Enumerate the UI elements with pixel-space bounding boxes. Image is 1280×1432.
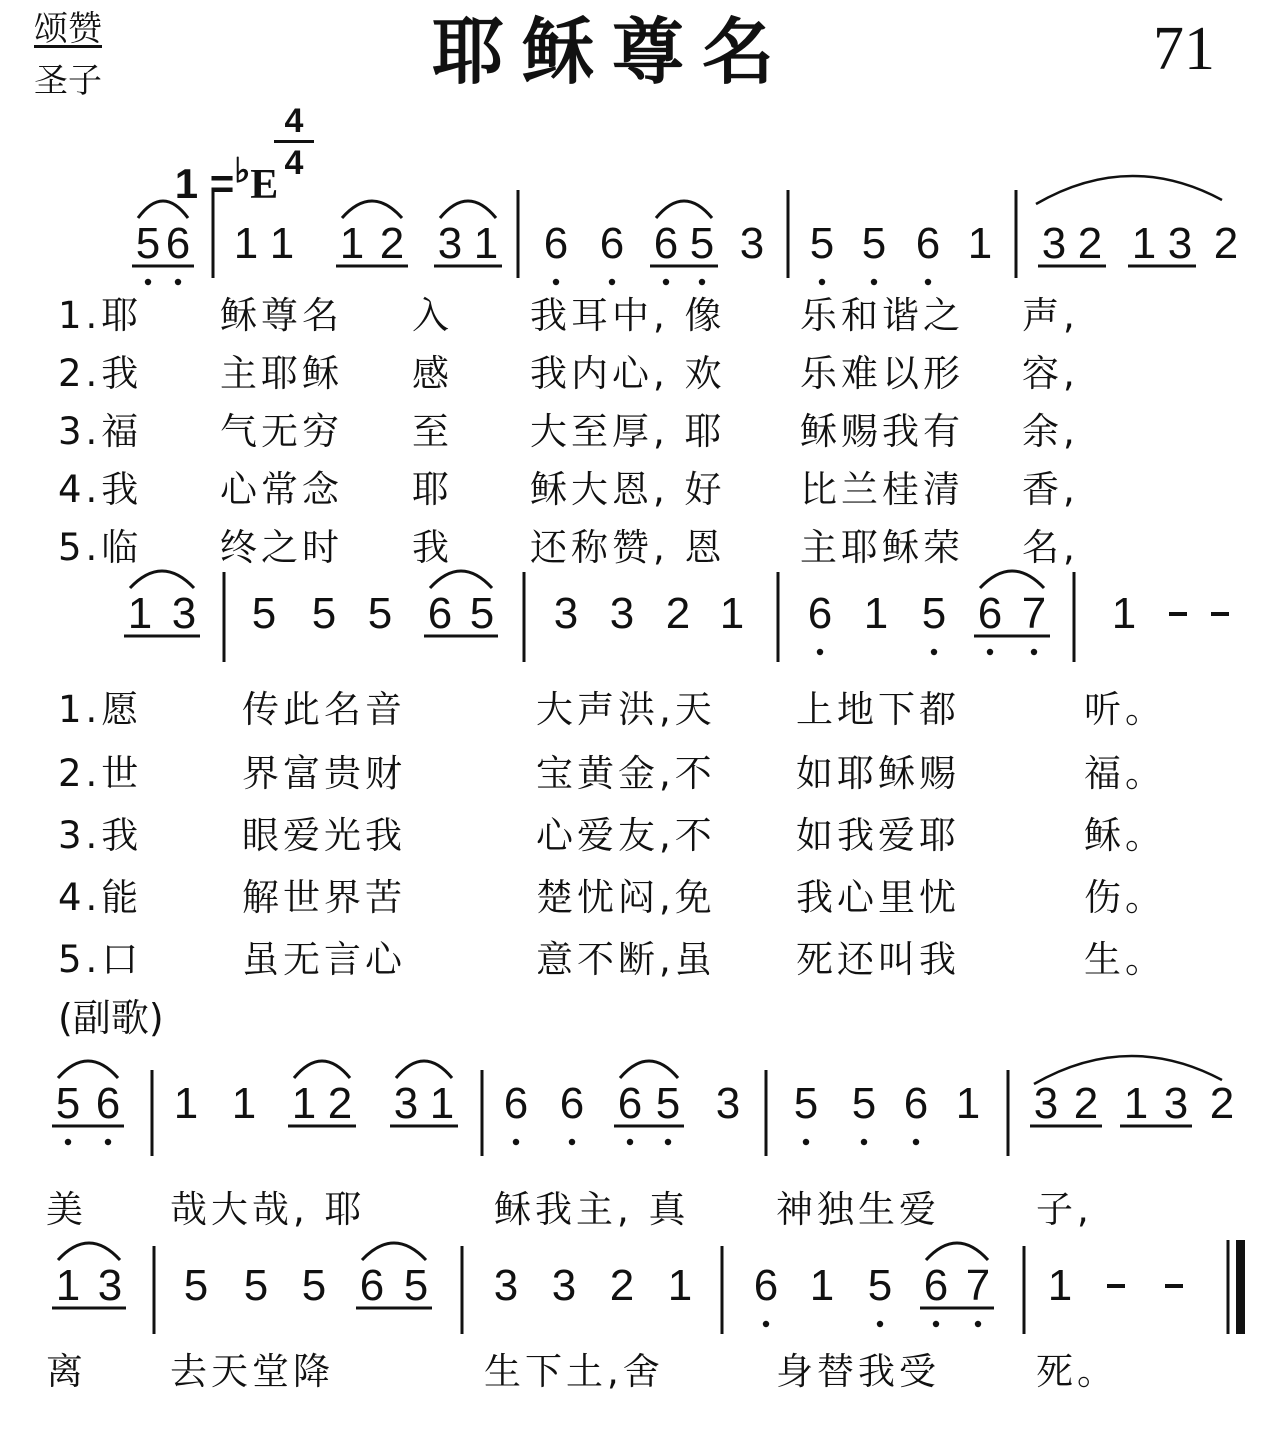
verse-a-line-segment: 终之时 (220, 526, 343, 569)
note-5: 5 (135, 219, 161, 268)
note-5: 5 (809, 219, 835, 268)
verse-a-line-segment: 乐和谐之 (800, 294, 964, 337)
verse-a-line-segment: 3.福 (58, 410, 143, 453)
note-3: 3 (715, 1079, 741, 1128)
slur (656, 201, 712, 218)
slur (440, 201, 496, 218)
slur (362, 1243, 426, 1260)
note-6: 6 (599, 219, 625, 268)
verse-b-line-segment: 4.能 (58, 876, 143, 919)
note-5: 5 (367, 589, 393, 638)
low-octave-dot (175, 279, 181, 285)
note-5: 5 (55, 1079, 81, 1128)
low-octave-dot (803, 1139, 809, 1145)
note-6: 6 (807, 589, 833, 638)
note-1: 1 (967, 219, 993, 268)
note-2: 2 (379, 219, 405, 268)
note-3: 3 (437, 219, 463, 268)
low-octave-dot (877, 1321, 883, 1327)
refrain-b-line-segment: 离 (46, 1350, 87, 1393)
low-octave-dot (975, 1321, 981, 1327)
note-6: 6 (559, 1079, 585, 1128)
slur (138, 201, 188, 218)
note-3: 3 (97, 1261, 123, 1310)
note-7: 7 (965, 1261, 991, 1310)
verse-a-line-segment: 容, (1022, 352, 1079, 395)
flat-sign-icon: ♭ (234, 153, 251, 190)
verse-b-line-segment: 生。 (1084, 938, 1166, 981)
low-octave-dot (861, 1139, 867, 1145)
verse-b-line-segment: 我心里忧 (796, 876, 960, 919)
verse-b-line-segment: 福。 (1084, 752, 1166, 795)
verse-a-line-segment: 至 (412, 410, 453, 453)
verse-b-line-segment: 2.世 (58, 752, 143, 795)
verse-b-line-segment: 稣。 (1084, 814, 1166, 857)
note-1: 1 (173, 1079, 199, 1128)
low-octave-dot (871, 279, 877, 285)
verse-a-line-segment: 感 (412, 352, 453, 395)
note-5: 5 (867, 1261, 893, 1310)
low-octave-dot (553, 279, 559, 285)
verse-a-line-segment: 我耳中, 像 (530, 294, 726, 337)
dash-note (1107, 1284, 1125, 1288)
verse-b-line-segment: 如我爱耶 (796, 814, 960, 857)
slur (130, 571, 194, 588)
low-octave-dot (665, 1139, 671, 1145)
slur (294, 1061, 350, 1078)
note-6: 6 (653, 219, 679, 268)
note-3: 3 (551, 1261, 577, 1310)
verse-b-line-segment: 宝黄金,不 (536, 752, 716, 795)
dash-note (1165, 1284, 1183, 1288)
note-5: 5 (861, 219, 887, 268)
key-letter: E (250, 162, 279, 208)
hymn-title: 耶稣尊名 (432, 10, 793, 94)
verse-a-line-segment: 2.我 (58, 352, 143, 395)
note-5: 5 (311, 589, 337, 638)
verse-a-line-segment: 余, (1022, 410, 1079, 453)
note-5: 5 (851, 1079, 877, 1128)
note-6: 6 (753, 1261, 779, 1310)
note-6: 6 (165, 219, 191, 268)
note-6: 6 (427, 589, 453, 638)
low-octave-dot (569, 1139, 575, 1145)
low-octave-dot (925, 279, 931, 285)
low-octave-dot (65, 1139, 71, 1145)
low-octave-dot (913, 1139, 919, 1145)
note-6: 6 (903, 1079, 929, 1128)
slur (430, 571, 492, 588)
note-2: 2 (1209, 1079, 1235, 1128)
verse-b-line-segment: 楚忧闷,免 (536, 876, 716, 919)
note-1: 1 (127, 589, 153, 638)
verse-a-line-segment: 稣尊名 (220, 294, 343, 337)
refrain-a-line-segment: 神独生爱 (776, 1188, 940, 1231)
note-1: 1 (291, 1079, 317, 1128)
slur (58, 1243, 120, 1260)
note-1: 1 (667, 1261, 693, 1310)
note-1: 1 (231, 1079, 257, 1128)
note-6: 6 (359, 1261, 385, 1310)
verse-a-line-segment: 主耶稣荣 (800, 526, 964, 569)
note-6: 6 (977, 589, 1003, 638)
refrain-b-line-segment: 死。 (1036, 1350, 1118, 1393)
dash-note (1211, 612, 1229, 616)
low-octave-dot (931, 649, 937, 655)
time-signature-top: 4 (284, 102, 304, 140)
low-octave-dot (663, 279, 669, 285)
note-2: 2 (1073, 1079, 1099, 1128)
note-2: 2 (327, 1079, 353, 1128)
verse-b-line-segment: 虽无言心 (242, 938, 406, 981)
note-1: 1 (55, 1261, 81, 1310)
note-6: 6 (503, 1079, 529, 1128)
note-3: 3 (1033, 1079, 1059, 1128)
verse-b-line-segment: 眼爱光我 (242, 814, 406, 857)
note-1: 1 (473, 219, 499, 268)
verse-a-line-segment: 大至厚, 耶 (530, 410, 726, 453)
low-octave-dot (987, 649, 993, 655)
note-5: 5 (183, 1261, 209, 1310)
low-octave-dot (819, 279, 825, 285)
note-1: 1 (719, 589, 745, 638)
low-octave-dot (513, 1139, 519, 1145)
category-bottom: 圣子 (34, 61, 102, 101)
verse-b-line-segment: 上地下都 (796, 688, 960, 731)
note-1: 1 (233, 219, 259, 268)
note-1: 1 (1047, 1261, 1073, 1310)
slur (980, 571, 1044, 588)
note-6: 6 (95, 1079, 121, 1128)
verse-a-line-segment: 气无穷 (220, 410, 343, 453)
verse-b-line-segment: 伤。 (1084, 876, 1166, 919)
low-octave-dot (1031, 649, 1037, 655)
note-6: 6 (543, 219, 569, 268)
verse-a-line-segment: 香, (1022, 468, 1079, 511)
verse-b-line-segment: 心爱友,不 (536, 814, 716, 857)
verse-b-line-segment: 5.口 (58, 938, 143, 981)
verse-a-line-segment: 4.我 (58, 468, 143, 511)
verse-a-line-segment: 比兰桂清 (800, 468, 964, 511)
note-6: 6 (915, 219, 941, 268)
verse-a-line-segment: 1.耶 (58, 294, 143, 337)
time-signature-bottom: 4 (284, 144, 304, 182)
slur (58, 1061, 118, 1078)
refrain-a-line-segment: 稣我主, 真 (494, 1188, 690, 1231)
slur (926, 1243, 988, 1260)
note-5: 5 (921, 589, 947, 638)
note-1: 1 (809, 1261, 835, 1310)
hymn-number: 71 (1153, 15, 1215, 83)
verse-b-line-segment: 传此名音 (242, 688, 406, 731)
note-5: 5 (243, 1261, 269, 1310)
note-3: 3 (739, 219, 765, 268)
note-6: 6 (923, 1261, 949, 1310)
verse-b-line-segment: 死还叫我 (796, 938, 960, 981)
note-2: 2 (1213, 219, 1239, 268)
note-2: 2 (609, 1261, 635, 1310)
low-octave-dot (609, 279, 615, 285)
low-octave-dot (699, 279, 705, 285)
note-1: 1 (1111, 589, 1137, 638)
verse-b-line-segment: 大声洪,天 (536, 688, 716, 731)
note-5: 5 (655, 1079, 681, 1128)
low-octave-dot (145, 279, 151, 285)
note-3: 3 (493, 1261, 519, 1310)
note-5: 5 (301, 1261, 327, 1310)
verse-b-line-segment: 意不断,虽 (536, 938, 716, 981)
note-5: 5 (251, 589, 277, 638)
note-3: 3 (609, 589, 635, 638)
refrain-b-line-segment: 去天堂降 (170, 1350, 334, 1393)
low-octave-dot (627, 1139, 633, 1145)
low-octave-dot (763, 1321, 769, 1327)
verse-a-line-segment: 稣赐我有 (800, 410, 964, 453)
slur (396, 1061, 452, 1078)
note-1: 1 (1123, 1079, 1149, 1128)
note-3: 3 (171, 589, 197, 638)
note-3: 3 (1041, 219, 1067, 268)
verse-b-line-segment: 3.我 (58, 814, 143, 857)
note-3: 3 (393, 1079, 419, 1128)
note-1: 1 (429, 1079, 455, 1128)
verse-b-line-segment: 听。 (1084, 688, 1166, 731)
verse-a-line-segment: 耶 (412, 468, 453, 511)
low-octave-dot (105, 1139, 111, 1145)
note-1: 1 (1131, 219, 1157, 268)
dash-note (1169, 612, 1187, 616)
note-3: 3 (1163, 1079, 1189, 1128)
refrain-a-line-segment: 哉大哉, 耶 (170, 1188, 366, 1231)
verse-a-line-segment: 声, (1022, 294, 1079, 337)
refrain-b-line-segment: 身替我受 (776, 1350, 940, 1393)
slur (342, 201, 402, 218)
refrain-a-line-segment: 子, (1036, 1188, 1093, 1231)
verse-a-line-segment: 入 (412, 294, 453, 337)
refrain-label: (副歌) (58, 996, 164, 1040)
note-3: 3 (553, 589, 579, 638)
low-octave-dot (817, 649, 823, 655)
note-1: 1 (269, 219, 295, 268)
note-3: 3 (1167, 219, 1193, 268)
note-2: 2 (665, 589, 691, 638)
verse-a-line-segment: 我 (412, 526, 453, 569)
verse-a-line-segment: 心常念 (220, 468, 343, 511)
verse-a-line-segment: 主耶稣 (220, 352, 343, 395)
verse-a-line-segment: 5.临 (58, 526, 143, 569)
note-2: 2 (1077, 219, 1103, 268)
low-octave-dot (933, 1321, 939, 1327)
note-6: 6 (617, 1079, 643, 1128)
note-7: 7 (1021, 589, 1047, 638)
verse-b-line-segment: 1.愿 (58, 688, 143, 731)
refrain-b-line-segment: 生下土,舍 (484, 1350, 664, 1393)
refrain-a-line-segment: 美 (46, 1188, 87, 1231)
note-5: 5 (469, 589, 495, 638)
verse-b-line-segment: 解世界苦 (242, 876, 406, 919)
verse-a-line-segment: 还称赞, 恩 (530, 526, 726, 569)
category-top: 颂赞 (34, 9, 102, 49)
phrase-arc (1036, 176, 1222, 204)
note-1: 1 (955, 1079, 981, 1128)
note-1: 1 (339, 219, 365, 268)
verse-a-line-segment: 名, (1022, 526, 1079, 569)
verse-b-line-segment: 界富贵财 (242, 752, 406, 795)
verse-a-line-segment: 我内心, 欢 (530, 352, 726, 395)
note-5: 5 (793, 1079, 819, 1128)
note-5: 5 (689, 219, 715, 268)
key-prefix: 1 = (174, 160, 235, 207)
slur (620, 1061, 678, 1078)
barline-final-thick (1236, 1240, 1245, 1334)
verse-b-line-segment: 如耶稣赐 (796, 752, 960, 795)
note-1: 1 (863, 589, 889, 638)
note-5: 5 (403, 1261, 429, 1310)
verse-a-line-segment: 乐难以形 (800, 352, 964, 395)
verse-a-line-segment: 稣大恩, 好 (530, 468, 726, 511)
